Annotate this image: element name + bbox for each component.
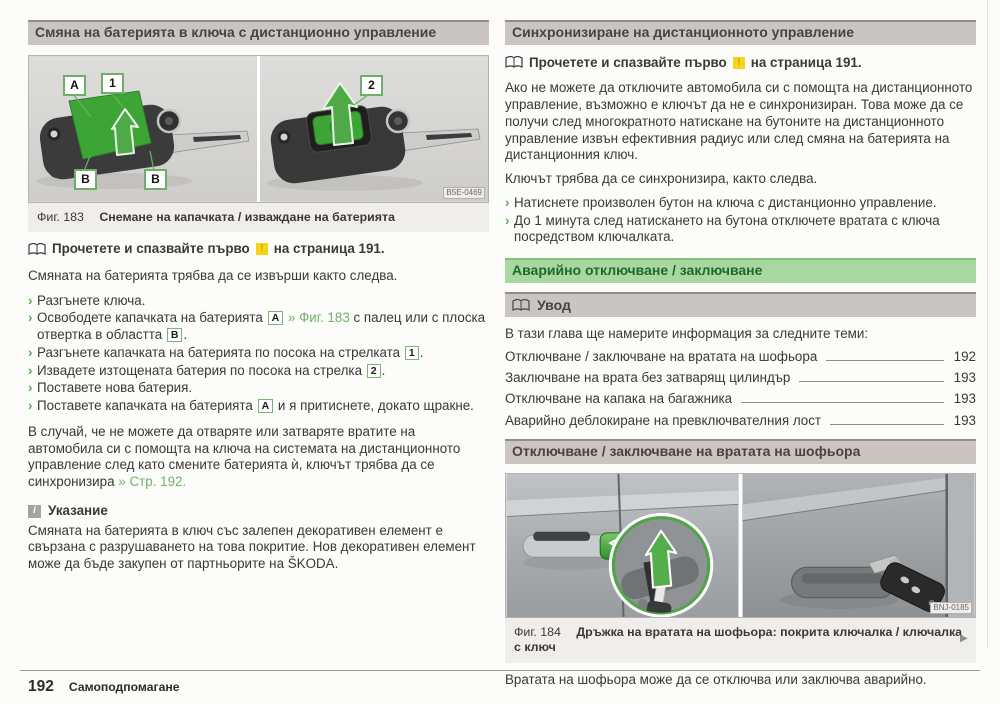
- instruction-step: [28, 363, 489, 380]
- toc-page-number: 193: [953, 412, 976, 428]
- step-text: Извадете изтощената батерия по посока на стрелка 2 .: [37, 362, 386, 378]
- bullet-chevron: ›: [28, 380, 33, 396]
- open-book-icon: [505, 56, 523, 69]
- toc-page-number: 192: [953, 348, 976, 364]
- toc-page-number: 193: [953, 370, 976, 385]
- figure-183-panel-left: [29, 56, 257, 202]
- door-pillar: [948, 474, 974, 617]
- cross-reference-link[interactable]: » Стр. 192.: [118, 474, 187, 489]
- callout-label-1: 1: [101, 73, 124, 94]
- cross-reference-link[interactable]: » Фиг. 183: [284, 310, 350, 326]
- figure-183-caption: [28, 203, 489, 233]
- callout-ref-box: 1: [405, 346, 419, 360]
- bullet-chevron: ›: [505, 212, 510, 228]
- figure-caption-text: Снемане на капачката / изваждане на батерията: [99, 209, 395, 224]
- note-title: Указание: [48, 502, 108, 518]
- warning-icon: !: [733, 57, 745, 69]
- page-edge-line: [987, 0, 988, 648]
- door-handle-covered-lock-illustration: [506, 474, 739, 617]
- subsection-header-intro: [505, 292, 976, 318]
- instruction-step: [28, 310, 489, 344]
- figure-183-image-code: B5E-0469: [443, 187, 485, 199]
- callout-ref-box: A: [268, 311, 284, 325]
- sync-reference-paragraph: В случай, че не можете да отваряте или затваряте вратите на автомобила си с помощта на ключа на системата на дистанционното управление след като смените батерията ѝ, ключът трябва да се синхронизира » Стр. 192.: [28, 423, 461, 489]
- bullet-chevron: ›: [28, 362, 33, 378]
- toc-label[interactable]: Отключване на капака на багажника: [505, 391, 733, 407]
- callout-label-2: 2: [360, 75, 383, 96]
- page-footer: [28, 677, 180, 696]
- door-handle-key-in-lock-illustration: [742, 474, 975, 617]
- figure-183-panel-right: [260, 56, 488, 202]
- step-text: Поставете нова батерия.: [37, 380, 193, 396]
- instruction-step: [505, 195, 976, 212]
- bullet-chevron: ›: [28, 398, 33, 413]
- left-column: [28, 20, 489, 581]
- figure-184-panel-right: [742, 474, 975, 617]
- toc-leader-line: [830, 424, 944, 425]
- toc-label[interactable]: Заключване на врата без затварящ цилиндър: [505, 370, 791, 385]
- toc-row: [505, 391, 976, 408]
- section-header-synchronization: Синхронизиране на дистанционното управление: [505, 20, 976, 45]
- open-book-icon: [28, 243, 46, 256]
- note-body: Смяната на батерията в ключ със залепен декоративен елемент е свързана с разрушаването на това покритие. Нов декоративен елемент може да бъде закупен от партньорите на ŠKODA.: [28, 522, 476, 571]
- figure-184: [505, 473, 976, 618]
- bullet-chevron: ›: [28, 344, 33, 360]
- toc-leader-line: [826, 360, 944, 361]
- figure-183: [28, 55, 489, 203]
- toc-label[interactable]: Отключване / заключване на вратата на шофьора: [505, 348, 818, 364]
- read-first-note-left: [28, 241, 489, 258]
- chapter-toc: [505, 349, 976, 430]
- toc-row: [505, 370, 976, 387]
- step-text: Разгънете ключа.: [37, 292, 146, 308]
- callout-label-B1: B: [74, 169, 97, 190]
- instruction-step: [28, 293, 489, 310]
- toc-label[interactable]: Аварийно деблокиране на превключвателния лост: [505, 412, 822, 428]
- callout-label-B2: B: [144, 169, 167, 190]
- intro-header-label: Увод: [537, 296, 571, 313]
- bullet-chevron: ›: [28, 310, 33, 326]
- step-text: Разгънете капачката на батерията по посока на стрелката 1 .: [37, 344, 424, 360]
- read-first-text-after: на страница 191.: [750, 54, 862, 70]
- callout-ref-box: 2: [367, 364, 381, 378]
- section-header-emergency: Аварийно отключване / заключване: [505, 258, 976, 283]
- figure-184-caption: [505, 618, 976, 663]
- continuation-marker: ▶: [960, 633, 968, 644]
- instruction-step: [505, 213, 976, 247]
- step-text: До 1 минута след натискането на бутона отключете вратата с ключа посредством ключалката.: [514, 212, 940, 245]
- read-first-text-before: Прочетете и спазвайте първо: [52, 241, 250, 256]
- bullet-chevron: ›: [505, 194, 510, 210]
- toc-row: [505, 349, 976, 366]
- step-text: Поставете капачката на батерията A и я притиснете, докато щракне.: [37, 398, 474, 413]
- figure-184-panel-left: [506, 474, 739, 617]
- info-icon: i: [28, 505, 41, 518]
- warning-icon: !: [256, 243, 268, 255]
- keyring-hole: [279, 132, 289, 142]
- toc-page-number: 193: [953, 391, 976, 407]
- read-first-text-after: на страница 191.: [273, 241, 385, 256]
- battery-intro-paragraph: Смяната на батерията трябва да се извърши както следва.: [28, 267, 398, 283]
- toc-leader-line: [741, 402, 944, 403]
- instruction-step: [28, 398, 489, 415]
- callout-ref-box: A: [258, 399, 274, 413]
- battery-replacement-steps: [28, 293, 489, 415]
- section-header-battery-replacement: Смяна на батерията в ключа с дистанционно управление: [28, 20, 489, 45]
- step-text: Освободете капачката на батерията A » Фиг. 183 с палец или с плоска отвертка в областта B .: [37, 310, 486, 342]
- instruction-step: [28, 345, 489, 362]
- synchronization-steps: [505, 195, 976, 246]
- footer-page-number: 192: [28, 678, 54, 695]
- sync-paragraph-1: Ако не можете да отключите автомобила си с помощта на дистанционното управление, възможно е ключът да не е синхронизиран. Това може да се получи след многократното натискане на бутоните на дистанционното управление извън ефективния радиус или след смяна на батерията на дистанционния ключ.: [505, 80, 973, 163]
- open-book-icon: [512, 299, 530, 312]
- read-first-note-right: [505, 55, 976, 72]
- door-closing-paragraph: Вратата на шофьора може да се отключва или заключва аварийно.: [505, 671, 927, 687]
- figure-number: Фиг. 184: [514, 624, 561, 639]
- instruction-step: [28, 380, 489, 397]
- read-first-text-before: Прочетете и спазвайте първо: [529, 54, 727, 70]
- bullet-chevron: ›: [28, 292, 33, 308]
- figure-number: Фиг. 183: [37, 209, 84, 224]
- figure-caption-text: Дръжка на вратата на шофьора: покрита ключалка / ключалка с ключ: [514, 624, 963, 655]
- footer-chapter-title: Самоподпомагане: [68, 680, 180, 694]
- figure-184-image-code: BNJ-0185: [930, 602, 972, 614]
- chapter-toc-intro: В тази глава ще намерите информация за следните теми:: [505, 326, 869, 341]
- toc-leader-line: [799, 381, 944, 382]
- right-column: [505, 20, 976, 697]
- keyring-hole: [49, 129, 59, 139]
- footer-divider: [20, 670, 980, 671]
- section-header-driver-door: Отключване / заключване на вратата на шофьора: [505, 439, 976, 464]
- callout-label-A: A: [63, 75, 86, 96]
- callout-ref-box: B: [167, 328, 183, 342]
- note-header: [28, 503, 489, 520]
- toc-row: [505, 413, 976, 430]
- sync-paragraph-2: Ключът трябва да се синхронизира, както следва.: [505, 171, 818, 186]
- step-text: Натиснете произволен бутон на ключа с дистанционно управление.: [514, 194, 937, 210]
